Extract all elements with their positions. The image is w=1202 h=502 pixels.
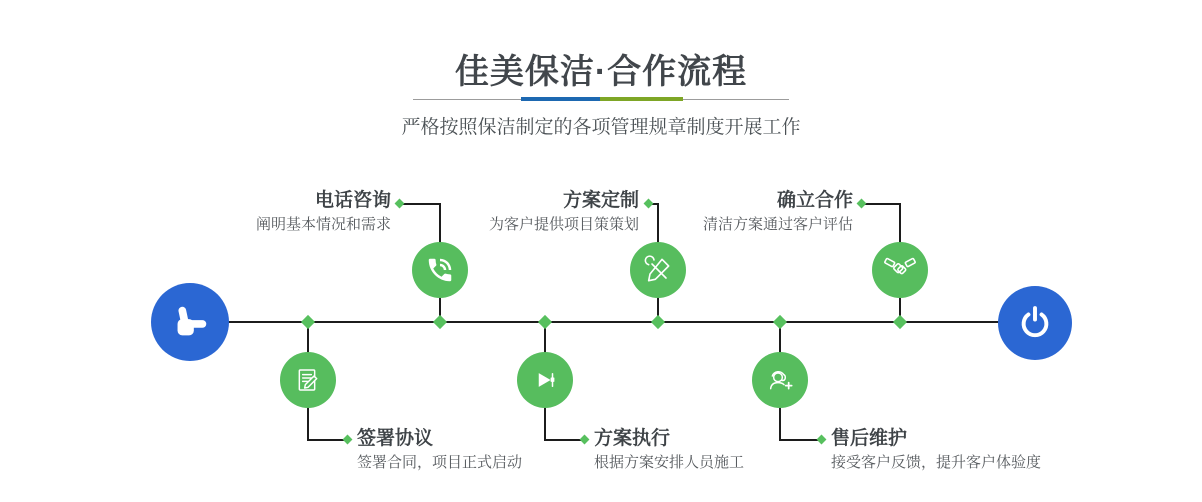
end-node [998, 286, 1072, 360]
label-diamond [644, 199, 654, 209]
timeline-line [190, 321, 1035, 323]
handshake-icon [883, 253, 917, 287]
divider-blue-segment [521, 97, 600, 101]
step-desc: 为客户提供项目策策划 [488, 216, 639, 233]
label-diamond [580, 435, 590, 445]
step-title: 售后维护 [831, 428, 908, 449]
connector-line [544, 439, 582, 441]
step-label-design [489, 190, 644, 234]
label-diamond [343, 435, 353, 445]
power-icon [1014, 302, 1056, 344]
phone-icon [425, 255, 455, 285]
timeline-diamond [773, 315, 787, 329]
step-label-contract [357, 428, 522, 472]
connector-line [779, 439, 819, 441]
step-title: 方案执行 [594, 428, 671, 449]
step-node-phone [412, 242, 468, 298]
connector-line [307, 439, 345, 441]
design-tools-icon [642, 254, 674, 286]
step-desc: 根据方案安排人员施工 [594, 454, 745, 471]
timeline-diamond [433, 315, 447, 329]
step-label-aftersale [831, 428, 1041, 472]
page-subtitle: 严格按照保洁制定的各项管理规章制度开展工作 [401, 117, 801, 138]
step-desc: 阐明基本情况和需求 [255, 216, 391, 233]
step-node-handshake [872, 242, 928, 298]
step-title: 确立合作 [776, 190, 853, 211]
timeline-diamond [893, 315, 907, 329]
label-diamond [817, 435, 827, 445]
start-node [151, 283, 229, 361]
step-title: 签署协议 [357, 428, 434, 449]
step-title: 电话咨询 [314, 190, 391, 211]
connector-line [865, 203, 901, 205]
step-node-design [630, 242, 686, 298]
title-divider [413, 97, 789, 102]
step-label-cooperate [703, 190, 858, 234]
play-execute-icon [530, 365, 560, 395]
step-desc: 签署合同，项目正式启动 [357, 454, 523, 471]
contract-sign-icon [292, 364, 324, 396]
step-title: 方案定制 [562, 190, 639, 211]
timeline-diamond [301, 315, 315, 329]
step-desc: 清洁方案通过客户评估 [702, 216, 853, 233]
customer-service-icon [764, 364, 796, 396]
step-desc: 接受客户反馈，提升客户体验度 [831, 454, 1042, 471]
divider-green-segment [600, 97, 683, 101]
step-node-contract [280, 352, 336, 408]
page-title: 佳美保洁·合作流程 [454, 53, 748, 91]
connector-line [403, 203, 441, 205]
pointing-hand-icon [167, 299, 213, 345]
step-node-execute [517, 352, 573, 408]
timeline-diamond [538, 315, 552, 329]
step-label-phone [256, 190, 396, 234]
step-node-service [752, 352, 808, 408]
label-diamond [395, 199, 405, 209]
step-label-execute [594, 428, 744, 472]
label-diamond [857, 199, 867, 209]
timeline-diamond [651, 315, 665, 329]
